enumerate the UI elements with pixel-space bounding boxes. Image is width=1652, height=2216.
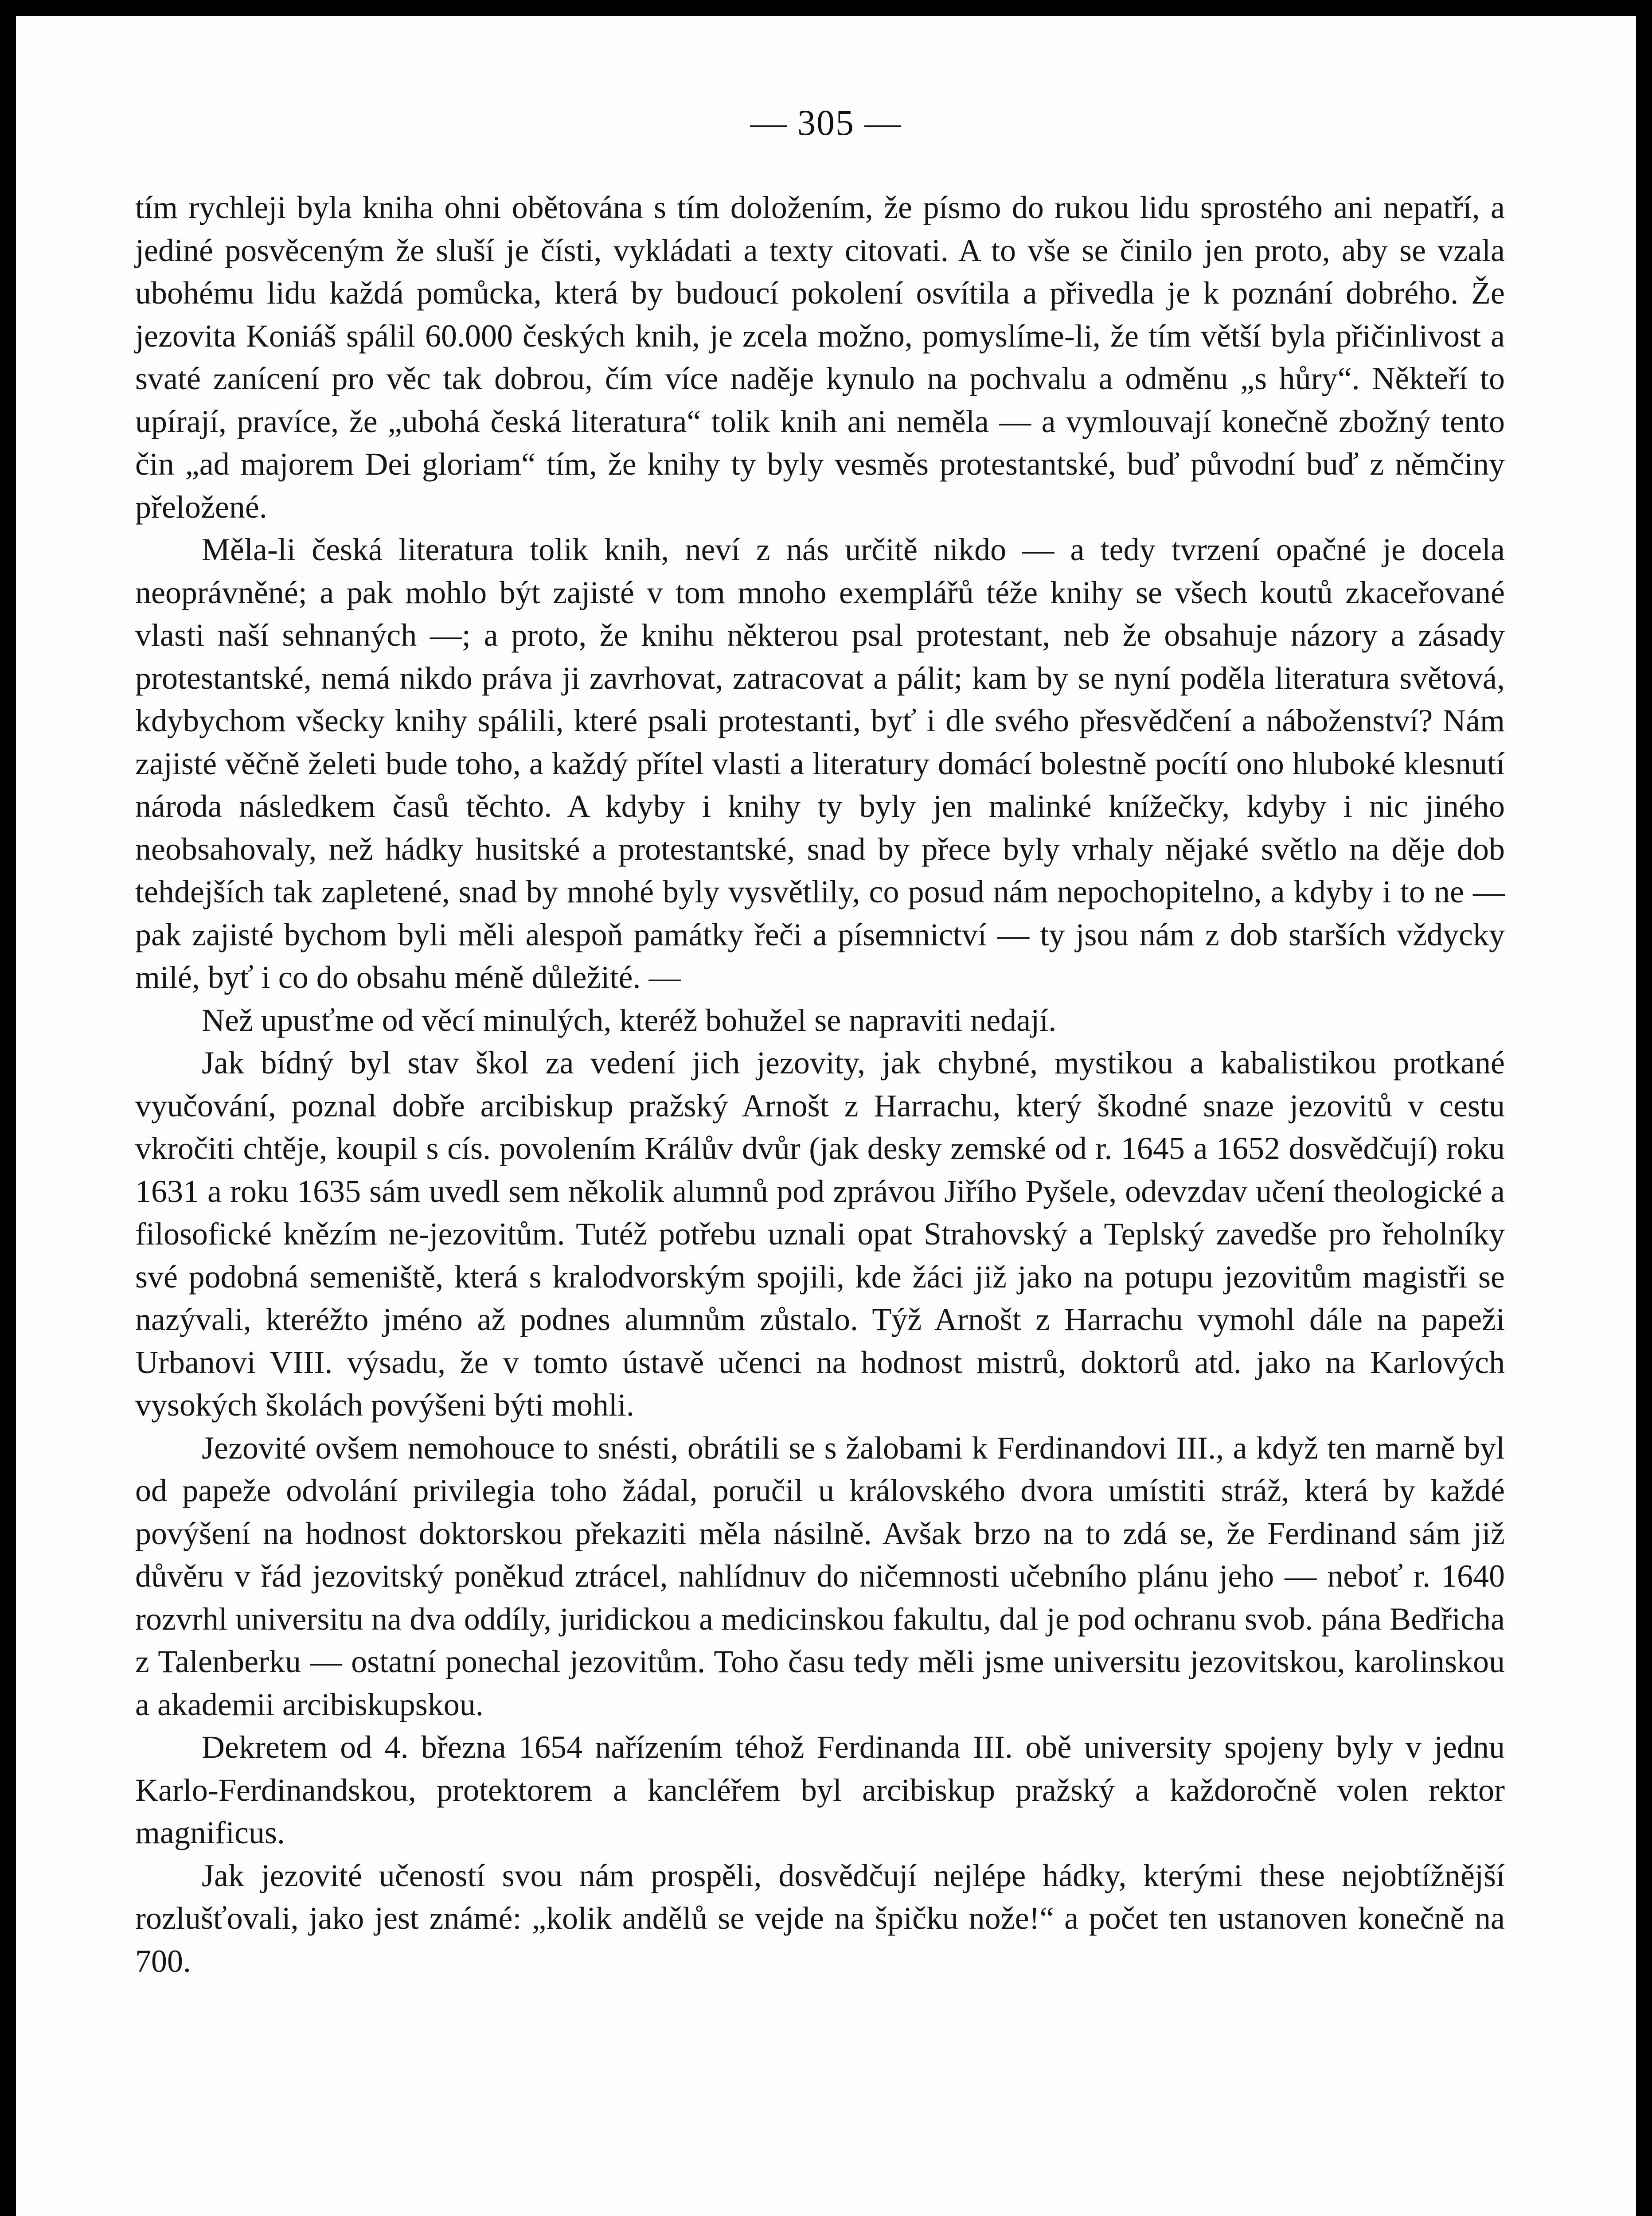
paragraph: Jezovité ovšem nemohouce to snésti, obrátili se s žalobami k Ferdinandovi III., a když ten marně byl od papeže odvolání privilegia toho žádal, poručil u královského dvora umístiti stráž, která by každé povýšení na hodnost doktorskou překaziti měla násilně. Avšak brzo na to zdá se, že Ferdinand sám již důvěru v řád jezovitský poněkud ztrácel, nahlídnuv do ničemnosti učebního plánu jeho — neboť r. 1640 rozvrhl universitu na dva oddíly, juridickou a medicinskou fakultu, dal je pod ochranu svob. pána Bedřicha z Talenberku — ostatní ponechal jezovitům. Toho času tedy měli jsme universitu jezovitskou, karolinskou a akademii arcibiskupskou. [135, 1430, 1505, 1722]
paragraph: Jak bídný byl stav škol za vedení jich jezovity, jak chybné, mystikou a kabalistikou protkané vyučování, poznal dobře arcibiskup pražský Arnošt z Harrachu, který škodné snaze jezovitů v cestu vkročiti chtěje, koupil s cís. povolením Králův dvůr (jak desky zemské od r. 1645 a 1652 dosvědčují) roku 1631 a roku 1635 sám uvedl sem několik alumnů pod zprávou Jiřího Pyšele, odevzdav učení theologické a filosofické knězím ne-jezovitům. Tutéž potřebu uznali opat Strahovský a Teplský zavedše pro řeholníky své podobná semeniště, která s kralodvorským spojili, kde žáci již jako na potupu jezovitům magistři se nazývali, kteréžto jméno až podnes alumnům zůstalo. Týž Arnošt z Harrachu vymohl dále na papeži Urbanovi VIII. výsadu, že v tomto ústavě učenci na hodnost mistrů, doktorů atd. jako na Karlových vysokých školách povýšeni býti mohli. [135, 1045, 1505, 1423]
body-text [135, 186, 1505, 1982]
paragraph: Jak jezovité učeností svou nám prospěli, dosvědčují nejlépe hádky, kterými these nejobtížnější rozlušťovali, jako jest známé: „kolik andělů se vejde na špičku nože!“ a počet ten ustanoven konečně na 700. [135, 1857, 1505, 1979]
paragraph: Dekretem od 4. března 1654 nařízením téhož Ferdinanda III. obě university spojeny byly v jednu Karlo-Ferdinandskou, protektorem a kancléřem byl arcibiskup pražský a každoročně volen rektor magnificus. [135, 1729, 1505, 1850]
page-number-header: — 305 — [750, 102, 902, 143]
paragraph: Měla-li česká literatura tolik knih, neví z nás určitě nikdo — a tedy tvrzení opačné je docela neoprávněné; a pak mohlo být zajisté v tom mnoho exemplářů téže knihy se všech koutů zkaceřované vlasti naší sehnaných —; a proto, že knihu některou psal protestant, neb že obsahuje názory a zásady protestantské, nemá nikdo práva ji zavrhovat, zatracovat a pálit; kam by se nyní poděla literatura světová, kdybychom všecky knihy spálili, které psali protestanti, byť i dle svého přesvědčení a náboženství? Nám zajisté věčně želeti bude toho, a každý přítel vlasti a literatury domácí bolestně pocítí ono hluboké klesnutí národa následkem časů těchto. A kdyby i knihy ty byly jen malinké knížečky, kdyby i nic jiného neobsahovaly, než hádky husitské a protestantské, snad by přece byly vrhaly nějaké světlo na děje dob tehdejších tak zapletené, snad by mnohé byly vysvětlily, co posud nám nepochopitelno, a kdyby i to ne — pak zajisté bychom byli měli alespoň památky řeči a písemnictví — ty jsou nám z dob starších vždycky milé, byť i co do obsahu méně důležité. — [135, 532, 1505, 995]
paragraph: tím rychleji byla kniha ohni obětována s tím doložením, že písmo do rukou lidu sprostého ani nepatří, a jediné posvěceným že sluší je čísti, vykládati a texty citovati. A to vše se činilo jen proto, aby se vzala ubohému lidu každá pomůcka, která by budoucí pokolení osvítila a přivedla je k poznání dobrého. Že jezovita Koniáš spálil 60.000 českých knih, je zcela možno, pomyslíme-li, že tím větší byla přičinlivost a svaté zanícení pro věc tak dobrou, čím více naděje kynulo na pochvalu a odměnu „s hůry“. Někteří to upírají, pravíce, že „ubohá česká literatura“ tolik knih ani neměla — a vymlouvají konečně zbožný tento čin „ad majorem Dei gloriam“ tím, že knihy ty byly vesměs protestantské, buď původní buď z němčiny přeložené. [135, 190, 1505, 525]
paragraph: Než upusťme od věcí minulých, kteréž bohužel se napraviti nedají. [202, 1002, 1057, 1038]
